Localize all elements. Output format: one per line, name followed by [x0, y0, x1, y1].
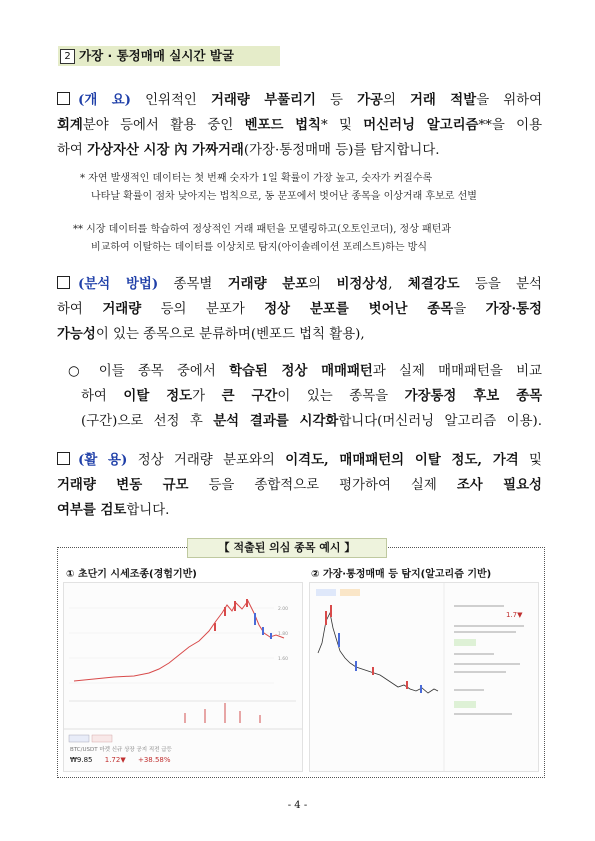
left-price: ₩9.85 — [70, 756, 93, 764]
right-value: 1.7▼ — [506, 611, 523, 619]
checkbox-icon — [57, 276, 70, 289]
overview-line-1: (개 요) 인위적인 거래량 부풀리기 등 가공의 거래 적발을 위하여 — [57, 88, 542, 113]
right-caption: ② 가장·통정매매 등 탐지(알고리즘 기반) — [311, 569, 492, 580]
left-price-chart — [64, 583, 302, 771]
page-number: - 4 - — [287, 800, 308, 811]
left-caption: ① 초단기 시세조종(경험기반) — [66, 569, 197, 580]
usage-paragraph: (활 용) 정상 거래량 분포와의 이격도, 매매패턴의 이탈 정도, 가격 및 거래량 변동 규모 등을 종합적으로 평가하여 실제 조사 필요성 여부를 검토합니다. — [57, 452, 542, 518]
left-news-snippet: BTC/USDT 마켓 신규 상장 공지 직전 급등 — [70, 747, 172, 753]
right-price-chart — [310, 583, 538, 771]
checkbox-icon — [57, 452, 70, 465]
left-chart-screenshot — [63, 582, 303, 772]
bullet-circle-icon: ○ — [68, 364, 89, 379]
right-chart-screenshot — [309, 582, 539, 772]
left-pct: +38.58% — [137, 756, 171, 764]
overview-line-2: 회계분야 등에서 활용 중인 벤포드 법칙* 및 머신러닝 알고리즘**을 이용 — [57, 117, 542, 133]
checkbox-icon — [57, 92, 70, 105]
section-title-text: 가장 · 통정매매 실시간 발굴 — [79, 48, 234, 63]
method-paragraph: (분석 방법) 종목별 거래량 분포의 비정상성, 체결강도 등을 분석 하여 거래량 등의 분포가 정상 분포를 벗어난 종목을 가장·통정 가능성이 있는 종목으로 분류하며(벤포드 법칙 활용), — [57, 276, 542, 342]
svg-text:1.60: 1.60 — [278, 657, 289, 662]
left-price-row — [70, 756, 171, 764]
method-label: (분석 방법) — [78, 276, 159, 292]
footnote-benford: * 자연 발생적인 데이터는 첫 번째 숫자가 1일 확률이 가장 높고, 숫자가 커질수록 나타날 확률이 점차 낮아지는 법칙으로, 동 문포에서 벗어난 종목을 이상거래 후보로 선별 — [80, 173, 477, 202]
overview-paragraph — [57, 88, 542, 163]
overview-label: (개 요) — [78, 92, 132, 108]
section-number: 2 — [60, 49, 75, 64]
usage-label: (활 용) — [78, 452, 128, 468]
section-title — [58, 46, 280, 66]
svg-text:2.00: 2.00 — [278, 607, 289, 612]
method-sub-paragraph: ○ 이들 종목 중에서 학습된 정상 매매패턴과 실제 매매패턴을 비교 하여 이탈 정도가 큰 구간이 있는 종목을 가장통정 후보 종목 (구간)으로 선정 후 분석 결과를 시각화합니다(머신러닝 알고리즘 이용). — [68, 363, 543, 429]
svg-text:1.80: 1.80 — [278, 632, 289, 637]
example-box-title: 【 적출된 의심 종목 예시 】 — [187, 538, 387, 558]
left-change: 1.72▼ — [104, 756, 126, 764]
overview-line-3: 하여 가상자산 시장 內 가짜거래(가장·통정매매 등)를 탐지합니다. — [57, 142, 440, 158]
footnote-ml: ** 시장 데이터를 학습하여 정상적인 거래 패턴을 모델링하고(오토인코더), 정상 패턴과 비교하여 이탈하는 데이터를 이상치로 탐지(아이솔레이션 포레스트)하는 방식 — [73, 224, 452, 253]
